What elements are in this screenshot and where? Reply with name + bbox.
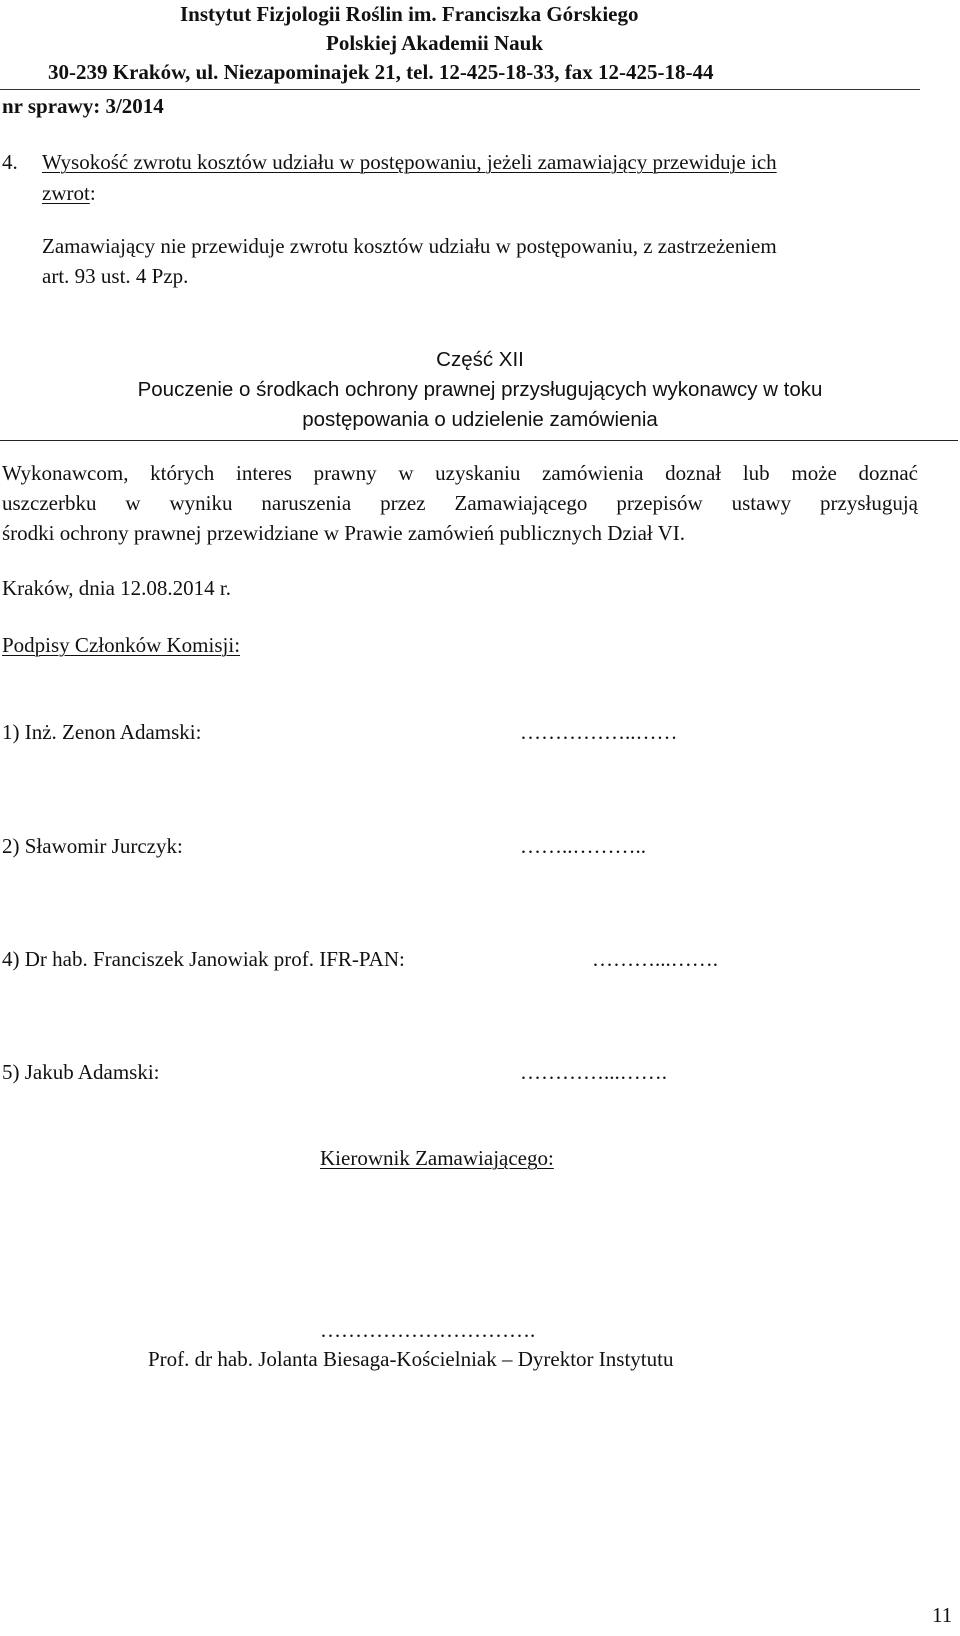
header-address-line: 30-239 Kraków, ul. Niezapominajek 21, tel. 12-425-18-33, fax 12-425-18-44 — [48, 60, 714, 84]
member-2-label: 2) Sławomir Jurczyk: — [2, 834, 183, 858]
manager-signature-line: …………………………. — [320, 1318, 536, 1342]
part12-body-line1: Wykonawcom, których interes prawny w uzyskaniu zamówienia doznał lub może doznać — [2, 461, 918, 485]
member-1-signature-line: ……………..…… — [520, 720, 678, 744]
case-number: nr sprawy: 3/2014 — [2, 94, 164, 118]
section4-body-line2: art. 93 ust. 4 Pzp. — [42, 264, 189, 288]
section4-number: 4. — [2, 150, 18, 174]
header-institute-line2: Polskiej Akademii Nauk — [326, 31, 544, 55]
part12-subtitle-line2: postępowania o udzielenie zamówienia — [302, 408, 658, 431]
header-rule — [0, 89, 920, 90]
manager-heading: Kierownik Zamawiającego: — [320, 1146, 554, 1170]
member-1-label: 1) Inż. Zenon Adamski: — [2, 720, 202, 744]
member-4-signature-line: ………...……. — [592, 947, 718, 971]
part12-rule — [0, 440, 958, 441]
header-institute-line1: Instytut Fizjologii Roślin im. Franciszka Górskiego — [180, 2, 639, 26]
member-5-label: 5) Jakub Adamski: — [2, 1060, 160, 1084]
signatures-heading: Podpisy Członków Komisji: — [2, 633, 241, 657]
part12-body-line3: środki ochrony prawnej przewidziane w Prawie zamówień publicznych Dział VI. — [2, 521, 686, 545]
section4-title-word: zwrot — [42, 181, 90, 205]
member-4-label: 4) Dr hab. Franciszek Janowiak prof. IFR-PAN: — [2, 947, 405, 971]
section4-title-colon: : — [89, 181, 96, 205]
part12-heading: Część XII — [436, 348, 524, 371]
section4-title-line1: Wysokość zwrotu kosztów udziału w postępowaniu, jeżeli zamawiający przewiduje ich — [42, 150, 777, 174]
member-2-signature-line: ……..……….. — [520, 834, 646, 858]
page-number: 11 — [932, 1603, 953, 1627]
section4-body-line1: Zamawiający nie przewiduje zwrotu kosztów udziału w postępowaniu, z zastrzeżeniem — [42, 234, 777, 258]
date-place: Kraków, dnia 12.08.2014 r. — [2, 576, 232, 600]
section4-title-line2 — [42, 181, 96, 206]
member-5-signature-line: …………...……. — [520, 1060, 667, 1084]
part12-subtitle-line1: Pouczenie o środkach ochrony prawnej przysługujących wykonawcy w toku — [137, 378, 823, 401]
part12-body — [2, 458, 918, 548]
manager-name: Prof. dr hab. Jolanta Biesaga-Kościelniak – Dyrektor Instytutu — [148, 1347, 674, 1371]
part12-body-line2: uszczerbku w wyniku naruszenia przez Zamawiającego przepisów ustawy przysługują — [2, 491, 918, 515]
